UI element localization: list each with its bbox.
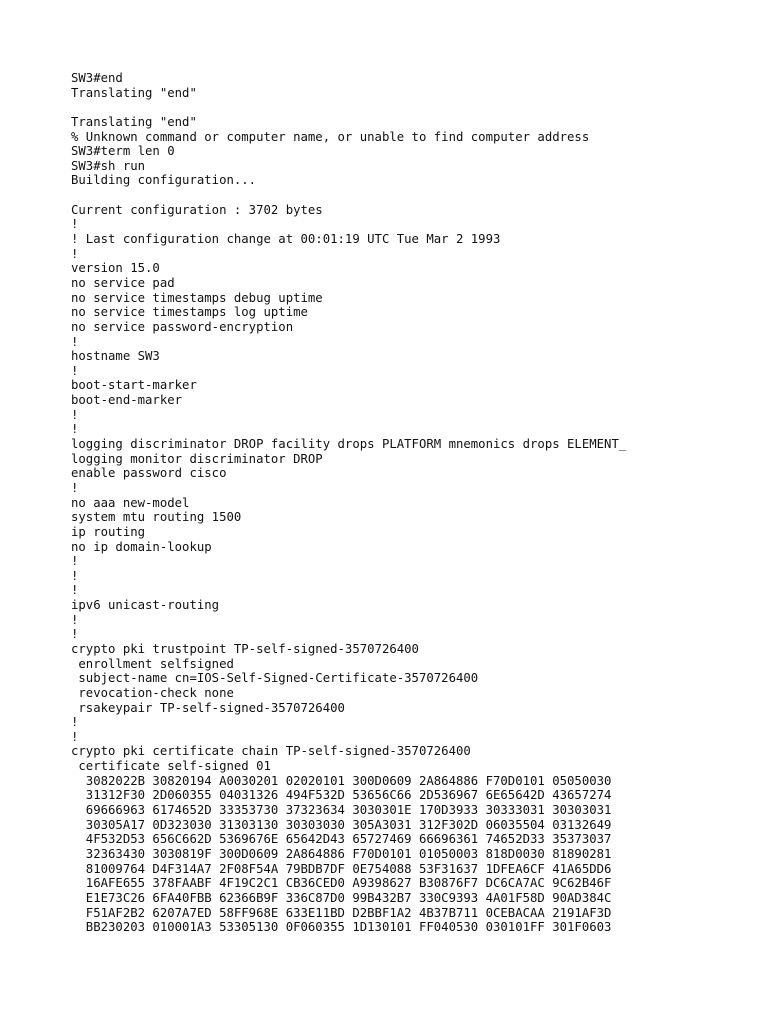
terminal-line: 81009764 D4F314A7 2F08F54A 79BDB7DF 0E754088 53F31637 1DFEA6CF 41A65DD6	[71, 861, 612, 876]
terminal-line: crypto pki trustpoint TP-self-signed-3570726400	[71, 641, 419, 656]
terminal-line: no ip domain-lookup	[71, 539, 212, 554]
terminal-line: !	[71, 422, 79, 437]
terminal-line: enrollment selfsigned	[71, 656, 234, 671]
terminal-line: !	[71, 729, 79, 744]
terminal-line: !	[71, 407, 79, 422]
terminal-line: certificate self-signed 01	[71, 759, 271, 774]
terminal-line: no service timestamps debug uptime	[71, 290, 323, 305]
terminal-line: 16AFE655 378FAABF 4F19C2C1 CB36CED0 A9398627 B30876F7 DC6CA7AC 9C62B46F	[71, 876, 612, 891]
terminal-line: subject-name cn=IOS-Self-Signed-Certificate-3570726400	[71, 671, 479, 686]
terminal-line: Translating "end"	[71, 85, 197, 100]
terminal-line: version 15.0	[71, 261, 160, 276]
terminal-line: !	[71, 612, 79, 627]
terminal-line: Building configuration...	[71, 173, 257, 188]
terminal-line: SW3#end	[71, 71, 123, 85]
terminal-line: boot-start-marker	[71, 378, 197, 393]
terminal-line: logging discriminator DROP facility drops PLATFORM mnemonics drops ELEMENT_	[71, 437, 627, 452]
terminal-line: !	[71, 554, 79, 569]
terminal-line: logging monitor discriminator DROP	[71, 451, 323, 466]
terminal-line: 69666963 6174652D 33353730 37323634 3030301E 170D3933 30333031 30303031	[71, 803, 612, 818]
terminal-line: F51AF2B2 6207A7ED 58FF968E 633E11BD D2BBF1A2 4B37B711 0CEBACAA 2191AF3D	[71, 905, 612, 920]
terminal-line: enable password cisco	[71, 466, 227, 481]
terminal-line: 32363430 3030819F 300D0609 2A864886 F70D0101 01050003 818D0030 81890281	[71, 846, 612, 861]
terminal-line: !	[71, 480, 79, 495]
terminal-line: no service timestamps log uptime	[71, 305, 308, 320]
terminal-line: !	[71, 217, 79, 232]
terminal-line: no service pad	[71, 275, 175, 290]
terminal-line: boot-end-marker	[71, 393, 183, 408]
terminal-line: ipv6 unicast-routing	[71, 598, 220, 613]
terminal-line: 30305A17 0D323030 31303130 30303030 305A3031 312F302D 06035504 03132649	[71, 817, 612, 832]
terminal-output	[71, 71, 626, 935]
terminal-line: no service password-encryption	[71, 319, 294, 334]
terminal-line: system mtu routing 1500	[71, 510, 242, 525]
terminal-line: !	[71, 627, 79, 642]
terminal-line	[71, 100, 626, 115]
terminal-line: SW3#term len 0	[71, 144, 175, 159]
terminal-line: 31312F30 2D060355 04031326 494F532D 53656C66 2D536967 6E65642D 43657274	[71, 788, 612, 803]
terminal-line: no aaa new-model	[71, 495, 190, 510]
terminal-line: crypto pki certificate chain TP-self-signed-3570726400	[71, 744, 471, 759]
terminal-line: !	[71, 246, 79, 261]
terminal-line: SW3#sh run	[71, 158, 146, 173]
terminal-line: ! Last configuration change at 00:01:19 UTC Tue Mar 2 1993	[71, 232, 501, 247]
terminal-line: revocation-check none	[71, 685, 234, 700]
terminal-line: !	[71, 715, 79, 730]
terminal-line: hostname SW3	[71, 349, 160, 364]
terminal-line: !	[71, 334, 79, 349]
terminal-line: 3082022B 30820194 A0030201 02020101 300D0609 2A864886 F70D0101 05050030	[71, 773, 612, 788]
terminal-line: !	[71, 568, 79, 583]
terminal-line	[71, 188, 626, 203]
terminal-line: E1E73C26 6FA40FBB 62366B9F 336C87D0 99B432B7 330C9393 4A01F58D 90AD384C	[71, 890, 612, 905]
terminal-line: ip routing	[71, 524, 146, 539]
terminal-line: !	[71, 583, 79, 598]
terminal-line: 4F532D53 656C662D 5369676E 65642D43 65727469 66696361 74652D33 35373037	[71, 832, 612, 847]
terminal-line: Current configuration : 3702 bytes	[71, 202, 323, 217]
terminal-line: Translating "end"	[71, 114, 197, 129]
terminal-line: rsakeypair TP-self-signed-3570726400	[71, 700, 345, 715]
terminal-line: !	[71, 363, 79, 378]
terminal-line: % Unknown command or computer name, or unable to find computer address	[71, 129, 590, 144]
terminal-line: BB230203 010001A3 53305130 0F060355 1D130101 FF040530 030101FF 301F0603	[71, 920, 612, 935]
